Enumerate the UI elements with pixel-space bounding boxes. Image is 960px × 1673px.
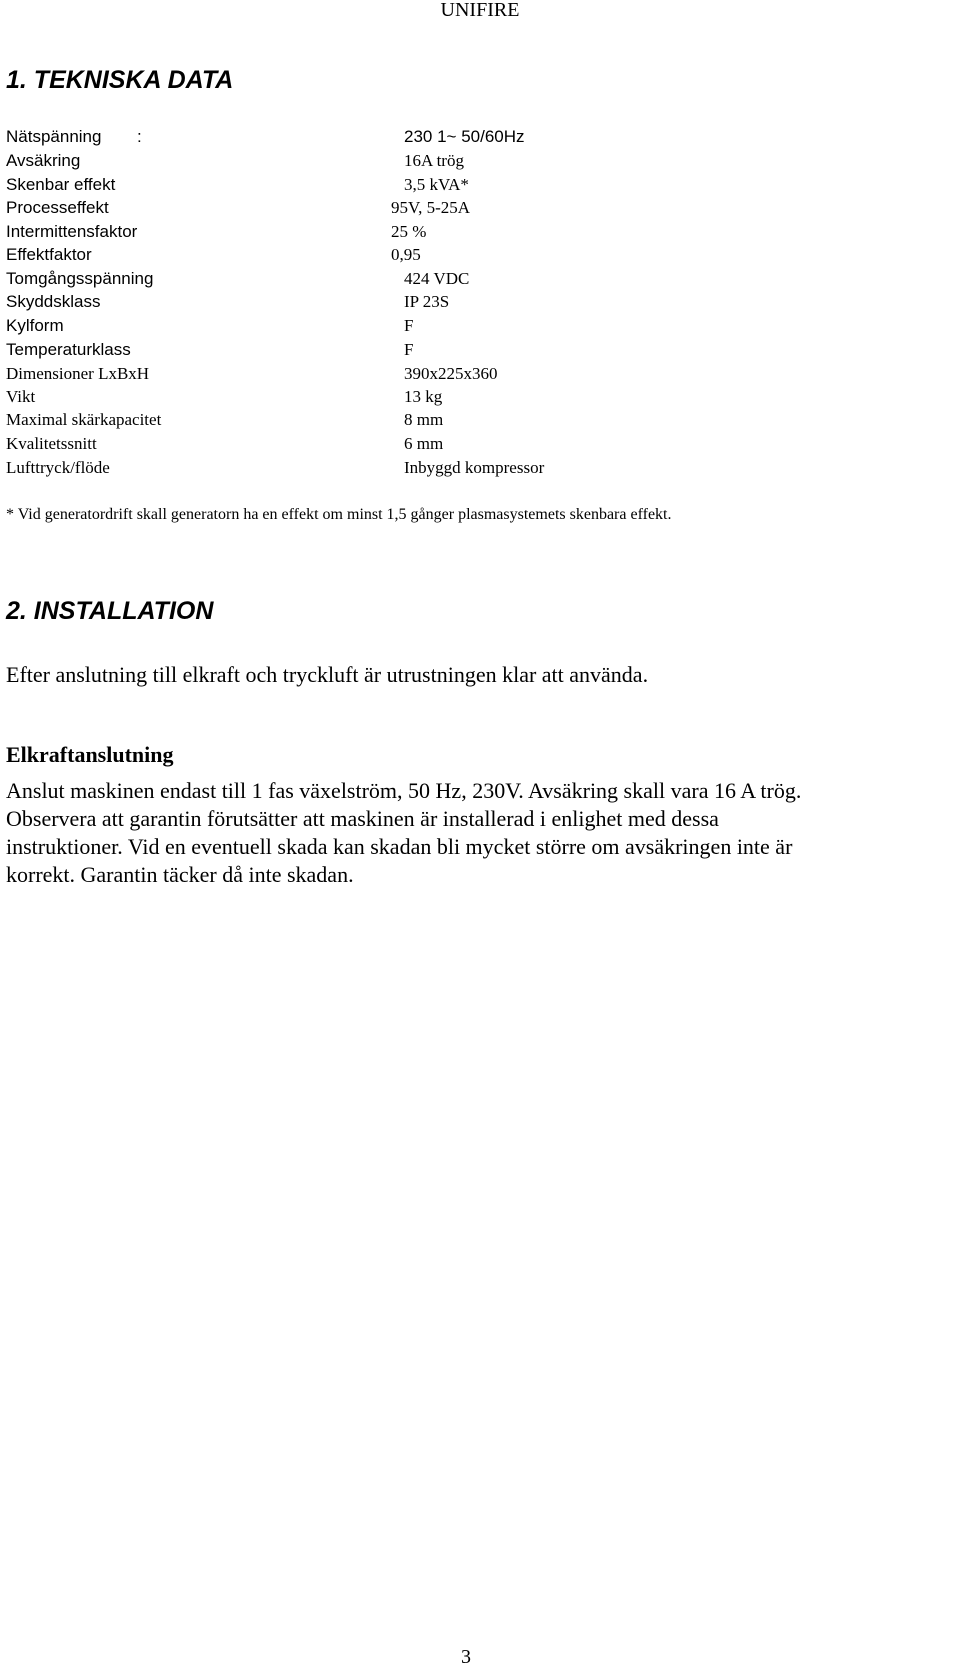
spec-label: Intermittensfaktor: [6, 222, 138, 241]
spec-value: F: [404, 316, 414, 335]
spec-value: 0,95: [391, 245, 421, 264]
subheading-elkraftanslutning: Elkraftanslutning: [6, 742, 174, 767]
spec-value: 8 mm: [404, 410, 444, 429]
page-number: 3: [461, 1646, 471, 1668]
spec-value: F: [404, 340, 414, 359]
spec-separator: :: [137, 127, 142, 146]
paragraph-line: Observera att garantin förutsätter att maskinen är installerad i enlighet med dessa: [6, 806, 719, 831]
spec-label: Maximal skärkapacitet: [6, 410, 162, 429]
paragraph-line: korrekt. Garantin täcker då inte skadan.: [6, 862, 354, 887]
installation-intro: Efter anslutning till elkraft och tryckluft är utrustningen klar att använda.: [6, 662, 649, 687]
paragraph-line: Anslut maskinen endast till 1 fas växelström, 50 Hz, 230V. Avsäkring skall vara 16 A trög.: [6, 778, 802, 803]
spec-label: Nätspänning: [6, 127, 102, 146]
document-header: UNIFIRE: [440, 0, 520, 21]
spec-label: Skenbar effekt: [6, 175, 116, 194]
spec-value: 390x225x360: [404, 364, 498, 383]
spec-value: IP 23S: [404, 292, 450, 311]
section-heading-tekniska-data: 1. TEKNISKA DATA: [6, 66, 234, 94]
spec-label: Effektfaktor: [6, 245, 92, 264]
spec-value: 3,5 kVA*: [404, 175, 469, 194]
spec-label: Processeffekt: [6, 198, 109, 217]
footnote: * Vid generatordrift skall generatorn ha en effekt om minst 1,5 gånger plasmasystemets skenbara effekt.: [6, 506, 672, 523]
spec-value: 16A trög: [404, 151, 464, 170]
spec-label: Kylform: [6, 316, 64, 335]
spec-value: 95V, 5-25A: [391, 198, 471, 217]
spec-label: Avsäkring: [6, 151, 81, 170]
spec-value: 230 1~ 50/60Hz: [404, 127, 525, 146]
section-heading-installation: 2. INSTALLATION: [6, 597, 214, 625]
spec-label: Skyddsklass: [6, 292, 101, 311]
spec-value: 6 mm: [404, 434, 444, 453]
spec-label: Temperaturklass: [6, 340, 131, 359]
spec-value: 424 VDC: [404, 269, 470, 288]
spec-value: 13 kg: [404, 387, 443, 406]
spec-label: Tomgångsspänning: [6, 269, 154, 288]
paragraph-line: instruktioner. Vid en eventuell skada kan skadan bli mycket större om avsäkringen inte är: [6, 834, 793, 859]
spec-label: Vikt: [6, 387, 36, 406]
spec-label: Lufttryck/flöde: [6, 458, 110, 477]
spec-label: Kvalitetssnitt: [6, 434, 97, 453]
spec-label: Dimensioner LxBxH: [6, 364, 150, 383]
spec-value: Inbyggd kompressor: [404, 458, 545, 477]
spec-value: 25 %: [391, 222, 427, 241]
